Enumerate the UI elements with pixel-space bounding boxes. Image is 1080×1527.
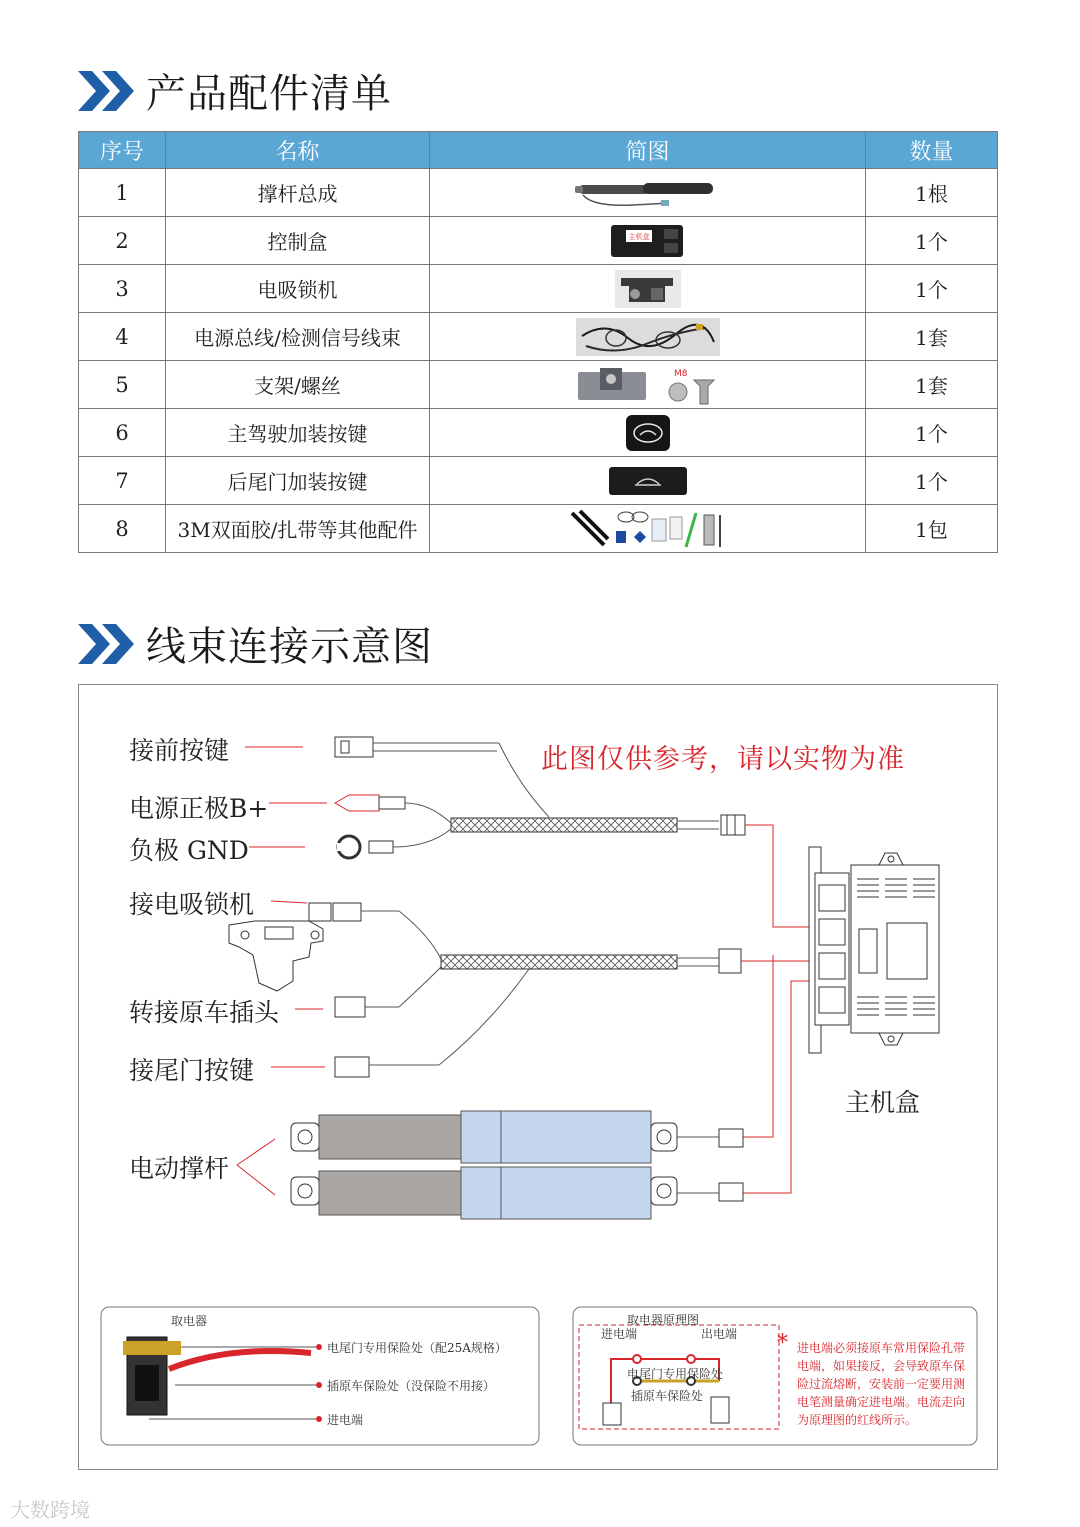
section-title-text: 线束连接示意图 bbox=[146, 624, 433, 670]
principle-in-label: 进电端 bbox=[601, 1327, 638, 1341]
table-row bbox=[79, 313, 998, 361]
table-row bbox=[79, 265, 998, 313]
strut-icon bbox=[573, 173, 723, 213]
warning-star: * bbox=[777, 1331, 788, 1356]
principle-fuse1: 电尾门专用保险处 bbox=[627, 1367, 724, 1381]
row-quantity: 1包 bbox=[866, 505, 998, 553]
row-quantity: 1个 bbox=[866, 457, 998, 505]
row-image bbox=[430, 265, 866, 313]
label-ground: 负极 GND bbox=[129, 836, 249, 865]
table-row bbox=[79, 409, 998, 457]
driver-button-icon bbox=[623, 413, 673, 453]
reference-note: 此图仅供参考，请以实物为准 bbox=[541, 744, 905, 775]
double-chevron-icon bbox=[78, 622, 140, 666]
table-row bbox=[79, 457, 998, 505]
row-quantity: 1套 bbox=[866, 361, 998, 409]
table-row bbox=[79, 217, 998, 265]
row-quantity: 1个 bbox=[866, 265, 998, 313]
row-image bbox=[430, 217, 866, 265]
row-index: 3 bbox=[79, 265, 166, 313]
label-tail-button: 接尾门按键 bbox=[129, 1056, 255, 1085]
wire-harness-icon bbox=[576, 316, 720, 358]
section-title-text: 产品配件清单 bbox=[146, 71, 392, 117]
header-name: 名称 bbox=[166, 132, 430, 169]
double-chevron-icon bbox=[78, 69, 140, 113]
row-index: 6 bbox=[79, 409, 166, 457]
row-index: 2 bbox=[79, 217, 166, 265]
row-index: 7 bbox=[79, 457, 166, 505]
label-power-positive: 电源正极B+ bbox=[129, 794, 269, 823]
row-quantity: 1个 bbox=[866, 409, 998, 457]
fuse-item: 进电端 bbox=[327, 1413, 364, 1427]
principle-fuse2: 插原车保险处 bbox=[631, 1389, 704, 1403]
bracket-screw-icon bbox=[578, 364, 718, 406]
table-row bbox=[79, 505, 998, 553]
label-adapter: 转接原车插头 bbox=[129, 998, 280, 1027]
row-name: 3M双面胶/扎带等其他配件 bbox=[166, 505, 430, 553]
row-image bbox=[430, 409, 866, 457]
row-index: 5 bbox=[79, 361, 166, 409]
control-box-label: 主机盒 bbox=[628, 232, 649, 241]
label-front-button: 接前按键 bbox=[129, 736, 230, 765]
header-index: 序号 bbox=[79, 132, 166, 169]
table-row bbox=[79, 169, 998, 217]
header-quantity: 数量 bbox=[866, 132, 998, 169]
tailgate-button-icon bbox=[607, 464, 689, 498]
row-quantity: 1根 bbox=[866, 169, 998, 217]
row-index: 8 bbox=[79, 505, 166, 553]
label-lock: 接电吸锁机 bbox=[129, 890, 255, 919]
row-image bbox=[430, 313, 866, 361]
principle-panel-title: 取电器原理图 bbox=[627, 1313, 700, 1327]
row-quantity: 1个 bbox=[866, 217, 998, 265]
row-name: 控制盒 bbox=[166, 217, 430, 265]
row-name: 撑杆总成 bbox=[166, 169, 430, 217]
row-index: 1 bbox=[79, 169, 166, 217]
row-name: 电吸锁机 bbox=[166, 265, 430, 313]
row-image bbox=[430, 169, 866, 217]
wiring-diagram bbox=[78, 684, 998, 1470]
row-image bbox=[430, 361, 866, 409]
row-name: 后尾门加装按键 bbox=[166, 457, 430, 505]
row-quantity: 1套 bbox=[866, 313, 998, 361]
header-image: 简图 bbox=[430, 132, 866, 169]
watermark: 大数跨境 bbox=[10, 1498, 90, 1522]
fuse-item: 电尾门专用保险处（配25A规格） bbox=[327, 1341, 507, 1355]
row-image bbox=[430, 505, 866, 553]
row-index: 4 bbox=[79, 313, 166, 361]
principle-out-label: 出电端 bbox=[701, 1327, 738, 1341]
control-box-icon bbox=[608, 221, 688, 261]
row-name: 支架/螺丝 bbox=[166, 361, 430, 409]
section-title-parts bbox=[78, 62, 392, 119]
table-row bbox=[79, 361, 998, 409]
screw-size-label: M8 bbox=[673, 368, 687, 379]
row-name: 主驾驶加装按键 bbox=[166, 409, 430, 457]
row-image bbox=[430, 457, 866, 505]
fuse-item: 插原车保险处（没保险不用接） bbox=[327, 1379, 496, 1393]
principle-warning: 进电端必须接原车常用保险孔带电端，如果接反，会导致原车保险过流熔断，安装前一定要用测电笔测量确定进电端。电流走向为原理图的红线所示。 bbox=[797, 1341, 966, 1427]
row-name: 电源总线/检测信号线束 bbox=[166, 313, 430, 361]
parts-table bbox=[78, 131, 998, 553]
lock-icon bbox=[613, 268, 683, 310]
accessories-icon bbox=[568, 507, 728, 551]
fuse-panel-title: 取电器 bbox=[171, 1314, 208, 1328]
table-header-row bbox=[79, 132, 998, 169]
label-strut: 电动撑杆 bbox=[129, 1154, 230, 1183]
section-title-wiring bbox=[78, 615, 433, 672]
label-main-box: 主机盒 bbox=[845, 1088, 921, 1117]
